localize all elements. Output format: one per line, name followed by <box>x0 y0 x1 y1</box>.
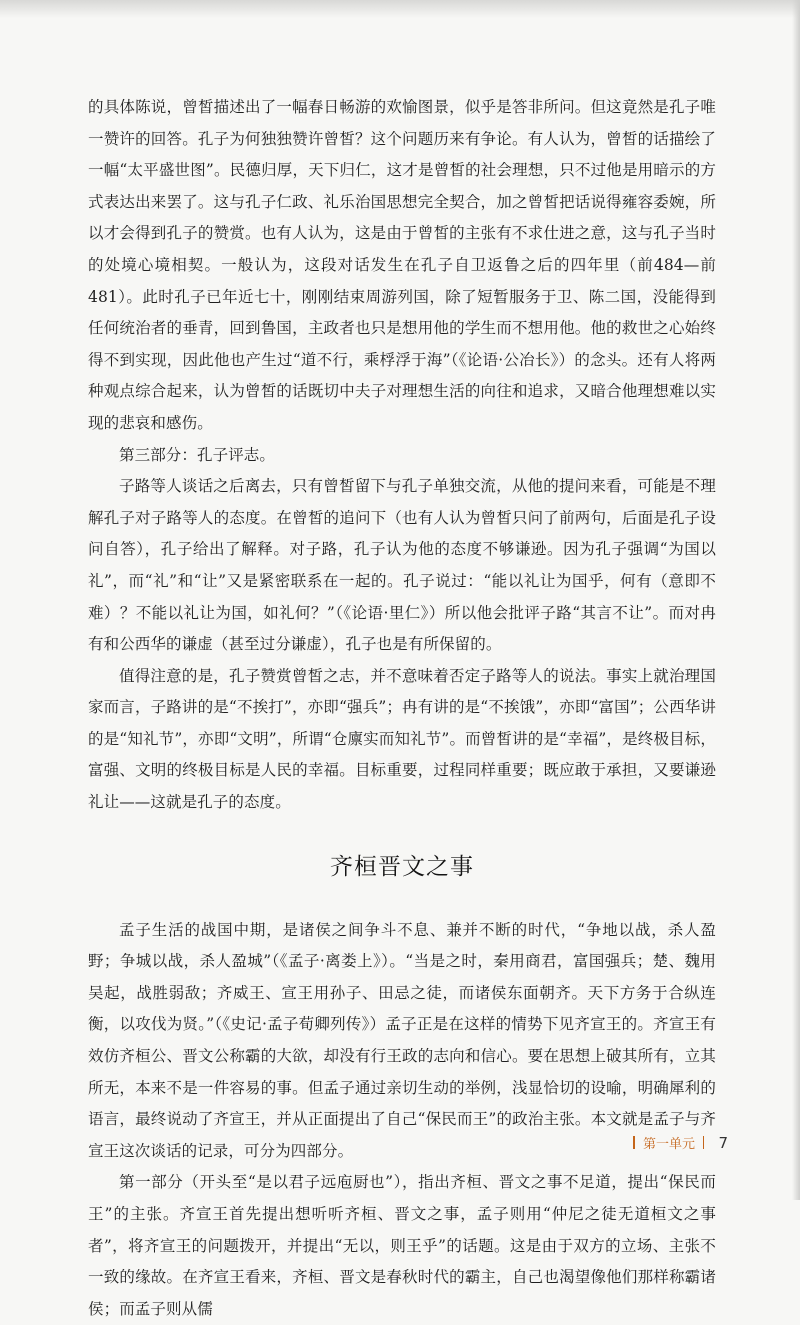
footer-divider-right <box>703 1136 705 1149</box>
paragraph: 第一部分（开头至“是以君子远庖厨也”），指出齐桓、晋文之事不足道，提出“保民而王”的主张。齐宣王首先提出想听听齐桓、晋文之事，孟子则用“仲尼之徒无道桓文之事者”，将齐宣王的问题拨开，并提出“无以，则王乎”的话题。这是由于双方的立场、主张不一致的缘故。在齐宣王看来，齐桓、晋文是春秋时代的霸主，自己也渴望像他们那样称霸诸侯；而孟子则从儒 <box>88 1173 716 1318</box>
section-title: 齐桓晋文之事 <box>330 853 474 880</box>
paragraph: 第三部分：孔子评志。 <box>119 445 276 464</box>
unit-label: 第一单元 <box>642 1137 695 1152</box>
page-number: 7 <box>718 1133 728 1152</box>
paragraph: 值得注意的是，孔子赞赏曾皙之志，并不意味着否定子路等人的说法。事实上就治理国家而言，子路讲的是“不挨打”，亦即“强兵”；冉有讲的是“不挨饿”，亦即“富国”；公西华讲的是“知礼节”，亦即“文明”，所谓“仓廪实而知礼节”。而曾皙讲的是“幸福”，是终极目标，富强、文明的终极目标是人民的幸福。目标重要，过程同样重要；既应敢于承担，又要谦逊礼让——这就是孔子的态度。 <box>88 666 716 812</box>
paragraph: 孟子生活的战国中期，是诸侯之间争斗不息、兼并不断的时代，“争地以战，杀人盈野；争城以战，杀人盈城”（《孟子·离娄上》）。“当是之时，秦用商君，富国强兵；楚、魏用吴起，战胜弱敌；齐威王、宣王用孙子、田忌之徒，而诸侯东面朝齐。天下方务于合纵连衡，以攻伐为贤。”（《史记·孟子荀卿列传》）孟子正是在这样的情势下见齐宣王的。齐宣王有效仿齐桓公、晋文公称霸的大欲，却没有行王政的志向和信心。要在思想上破其所有，立其所无，本来不是一件容易的事。但孟子通过亲切生动的举例，浅显恰切的设喻，明确犀利的语言，最终说动了齐宣王，并从正面提出了自己“保民而王”的政治主张。本文就是孟子与齐宣王这次谈话的记录，可分为四部分。 <box>88 920 716 1160</box>
paragraph: 的具体陈说，曾皙描述出了一幅春日畅游的欢愉图景，似乎是答非所问。但这竟然是孔子唯一赞许的回答。孔子为何独独赞许曾皙？这个问题历来有争论。有人认为，曾皙的话描绘了一幅“太平盛世图”。民德归厚，天下归仁，这才是曾皙的社会理想，只不过他是用暗示的方式表达出来罢了。这与孔子仁政、礼乐治国思想完全契合，加之曾皙把话说得雍容委婉，所以才会得到孔子的赞赏。也有人认为，这是由于曾皙的主张有不求仕进之意，这与孔子当时的处境心境相契。一般认为，这段对话发生在孔子自卫返鲁之后的四年里（前484—前481）。此时孔子已年近七十，刚刚结束周游列国，除了短暂服务于卫、陈二国，没能得到任何统治者的垂青，回到鲁国，主政者也只是想用他的学生而不想用他。他的救世之心始终得不到实现，因此他也产生过“道不行，乘桴浮于海”（《论语·公冶长》）的念头。还有人将两种观点综合起来，认为曾皙的话既切中夫子对理想生活的向往和追求，又暗合他理想难以实现的悲哀和感伤。 <box>88 98 716 432</box>
paragraph: 子路等人谈话之后离去，只有曾皙留下与孔子单独交流，从他的提问来看，可能是不理解孔子对子路等人的态度。在曾皙的追问下（也有人认为曾皙只问了前两句，后面是孔子设问自答），孔子给出了解释。对子路，孔子认为他的态度不够谦逊。因为孔子强调“为国以礼”，而“礼”和“让”又是紧密联系在一起的。孔子说过：“能以礼让为国乎，何有（意即不难）？不能以礼让为国，如礼何？”（《论语·里仁》）所以他会批评子路“其言不让”。而对冉有和公西华的谦虚（甚至过分谦虚），孔子也是有所保留的。 <box>88 477 716 654</box>
page-footer <box>625 1133 728 1152</box>
page-body <box>88 92 716 1325</box>
page-top-shadow <box>0 0 800 18</box>
page-right-shadow <box>792 0 800 1200</box>
footer-divider-left <box>633 1136 635 1149</box>
